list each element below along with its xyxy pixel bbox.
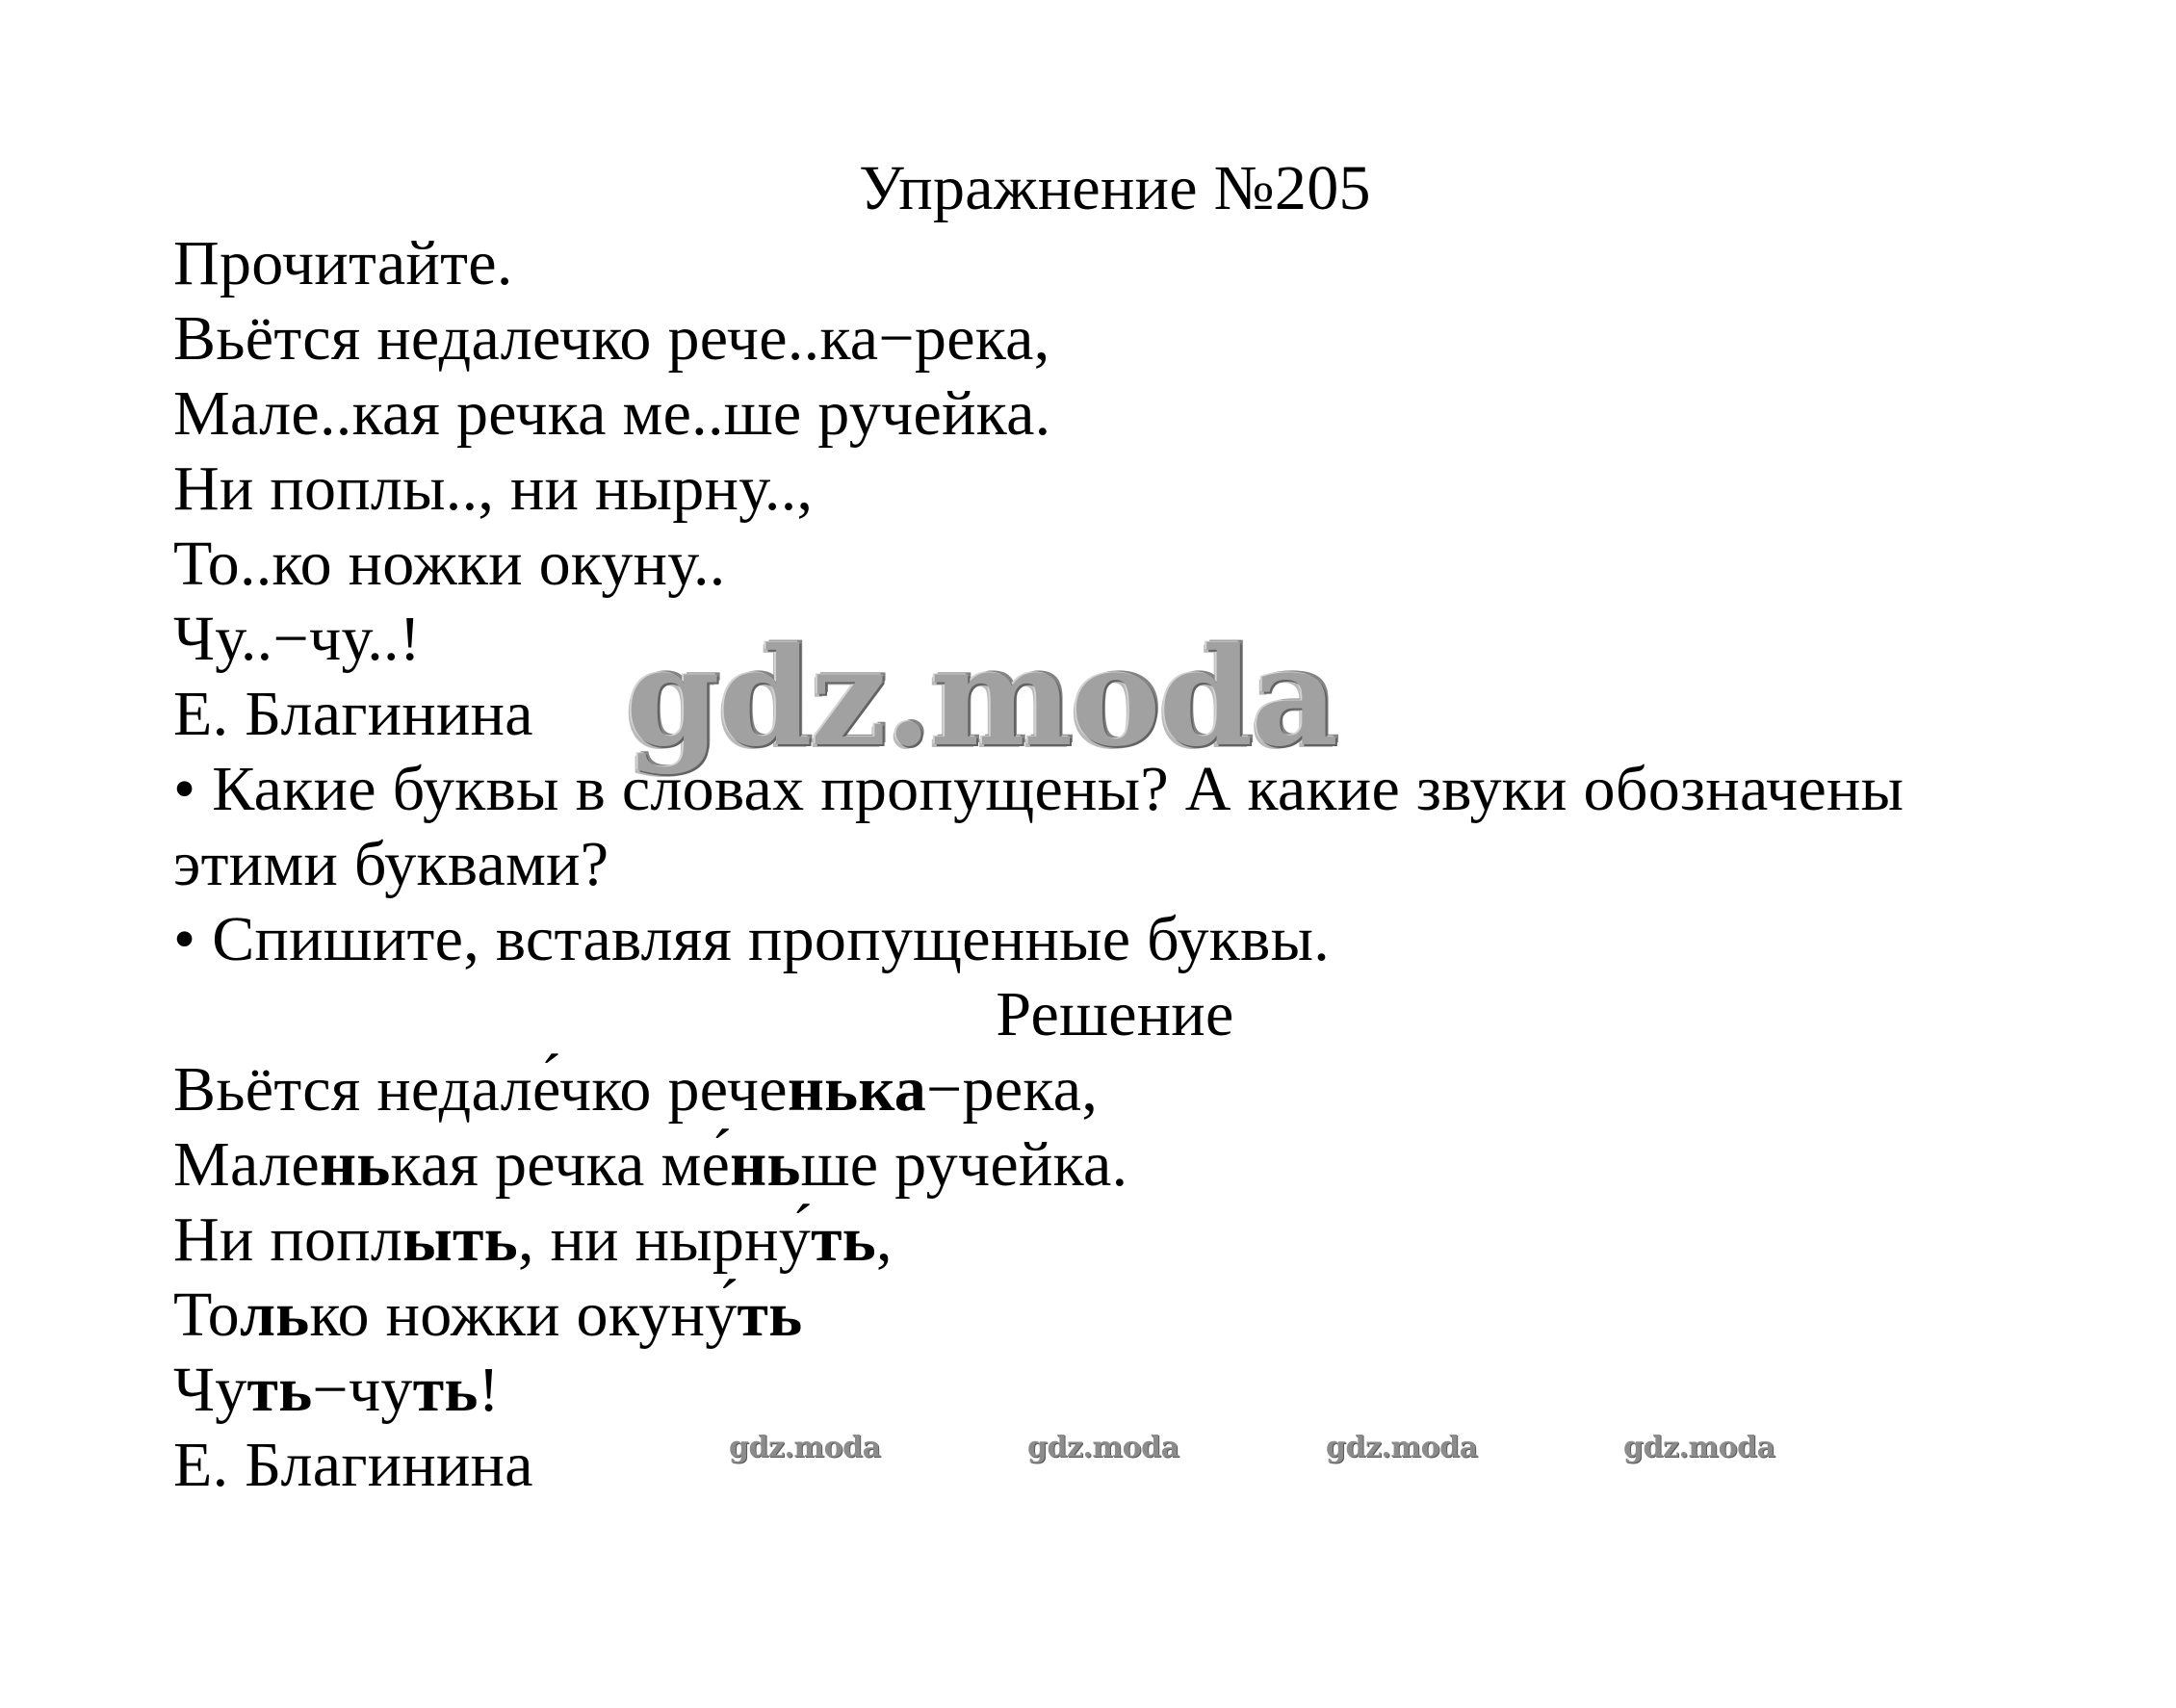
solution-author: Е. Благинина bbox=[173, 1430, 533, 1500]
inserted-letters: ть bbox=[811, 1204, 876, 1275]
solution-line bbox=[173, 1053, 1098, 1126]
question-text: • Спишите, вставляя пропущенные буквы. bbox=[173, 904, 1331, 974]
solution-text: кая речка ме́ bbox=[390, 1129, 731, 1200]
poem-line: То..ко ножки окуну.. bbox=[173, 529, 726, 599]
watermark-main: gdz.moda bbox=[626, 619, 1337, 777]
solution-heading: Решение bbox=[996, 979, 1234, 1049]
solution-text: ! bbox=[478, 1355, 500, 1425]
solution-text: −чу bbox=[312, 1355, 413, 1425]
solution-text: ко ножки окуну́ bbox=[309, 1280, 738, 1350]
solution-text: То bbox=[173, 1280, 240, 1350]
solution-text: Ни попл bbox=[173, 1204, 403, 1275]
poem-line: Ни поплы.., ни нырну.., bbox=[173, 453, 814, 524]
solution-line bbox=[173, 1203, 893, 1277]
poem-line: Вьётся недалечко рече..ка−река, bbox=[173, 303, 1050, 374]
poem-author: Е. Благинина bbox=[173, 679, 533, 749]
exercise-title: Упражнение №205 bbox=[859, 153, 1371, 223]
inserted-letters: нь bbox=[320, 1129, 391, 1200]
inserted-letters: ыть bbox=[402, 1204, 518, 1275]
solution-text: ше ручейка. bbox=[800, 1129, 1128, 1200]
inserted-letters: ль bbox=[239, 1280, 310, 1350]
poem-line: Мале..кая речка ме..ше ручейка. bbox=[173, 378, 1051, 449]
solution-text: Вьётся недале́чко рече bbox=[173, 1054, 788, 1125]
watermark-small: gdz.moda bbox=[1326, 1431, 1478, 1464]
inserted-letters: нь bbox=[730, 1129, 801, 1200]
watermark-small: gdz.moda bbox=[1623, 1431, 1775, 1464]
poem-line: Чу..−чу..! bbox=[173, 604, 422, 674]
instruction-text: Прочитайте. bbox=[173, 228, 513, 298]
solution-text: Мале bbox=[173, 1129, 320, 1200]
solution-line bbox=[173, 1354, 500, 1427]
watermark-small: gdz.moda bbox=[729, 1431, 881, 1464]
solution-text: , bbox=[875, 1204, 893, 1275]
solution-line bbox=[173, 1128, 1127, 1202]
solution-text: , ни нырну́ bbox=[517, 1204, 812, 1275]
watermark-small: gdz.moda bbox=[1027, 1431, 1179, 1464]
inserted-letters: ть bbox=[246, 1355, 313, 1425]
solution-text: −река, bbox=[926, 1054, 1099, 1125]
question-text: этими буквами? bbox=[173, 829, 609, 899]
inserted-letters: ть bbox=[737, 1280, 803, 1350]
inserted-letters: нька bbox=[787, 1054, 927, 1125]
solution-text: Чу bbox=[173, 1355, 247, 1425]
question-text: • Какие буквы в словах пропущены? А какие звуки обозначены bbox=[173, 754, 1904, 824]
inserted-letters: ть bbox=[412, 1355, 479, 1425]
solution-line bbox=[173, 1279, 802, 1352]
